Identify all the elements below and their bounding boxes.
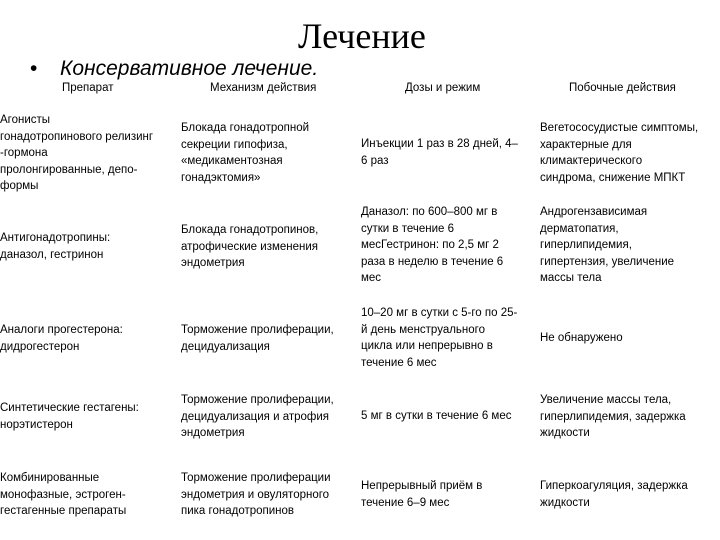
text-line: пика гонадотропинов: [181, 505, 295, 517]
text-line: Блокада гонадотропной: [181, 122, 310, 134]
text-line: жидкости: [540, 496, 590, 509]
text-line: -гормона: [0, 147, 48, 159]
text-line: Торможение пролиферации: [181, 472, 331, 484]
text-line: децидуализация: [181, 340, 270, 353]
text-line: дерматопатия,: [540, 222, 619, 235]
text-line: норэтистерон: [0, 418, 73, 431]
header-drug: Препарат: [62, 82, 114, 94]
text-line: децидуализация и атрофия: [181, 410, 330, 423]
row-1-mechanism: [181, 120, 309, 186]
text-line: Блокада гонадотропинов,: [181, 224, 319, 236]
text-line: течение 6 мес: [361, 356, 437, 369]
text-line: сутки в течение 6: [361, 222, 455, 235]
text-line: даназол, гестринон: [0, 248, 104, 261]
text-line: массы тела: [540, 272, 602, 284]
row-5-side-effects: [540, 478, 688, 511]
text-line: гиперлипидемия, задержка: [540, 410, 686, 423]
text-line: Аналоги прогестерона:: [0, 324, 123, 336]
text-line: Синтетические гестагены:: [0, 402, 139, 414]
row-5-mechanism: [181, 470, 331, 520]
row-4-side-effects: [540, 392, 686, 442]
text-line: гипертензия, увеличение: [540, 255, 675, 268]
row-2-dose: [361, 204, 503, 287]
text-line: эндометрия и овуляторного: [181, 488, 330, 501]
text-line: месГестринон: по 2,5 мг 2: [361, 239, 499, 251]
row-3-drug: [0, 322, 123, 355]
text-line: Торможение пролиферации,: [181, 394, 334, 406]
text-line: раза в неделю в течение 6: [361, 255, 504, 268]
text-line: эндометрия: [181, 257, 245, 269]
header-side-effects: Побочные действия: [569, 82, 676, 94]
row-1-dose: [361, 136, 518, 169]
text-line: гонадотропинового релизинг: [0, 130, 154, 143]
row-5-drug: [0, 470, 126, 520]
text-line: жидкости: [540, 427, 590, 439]
row-1-drug: [0, 112, 153, 195]
subtitle-row: [30, 54, 318, 80]
row-3-dose: [361, 305, 517, 371]
text-line: Непрерывный приём в: [361, 480, 483, 492]
text-line: Андрогензависимая: [540, 206, 648, 218]
text-line: гиперлипидемия,: [540, 239, 632, 251]
row-5-dose: [361, 478, 482, 511]
text-line: 10–20 мг в сутки с 5-го по 25-: [361, 307, 518, 319]
text-line: атрофические изменения: [181, 240, 319, 253]
text-line: «медикаментозная: [181, 155, 283, 167]
text-line: Не обнаружено: [540, 332, 623, 344]
row-2-side-effects: [540, 204, 674, 287]
text-line: секреции гипофиза,: [181, 138, 288, 151]
row-4-dose: [361, 408, 511, 425]
row-1-side-effects: [540, 120, 698, 186]
text-line: Антигонадотропины:: [0, 232, 111, 244]
text-line: Гиперкоагуляция, задержка: [540, 480, 688, 492]
text-line: й день менструального: [361, 323, 486, 336]
text-line: Даназол: по 600–800 мг в: [361, 206, 498, 218]
row-3-side-effects: [540, 330, 623, 347]
bullet-icon: •: [30, 57, 38, 80]
text-line: Вегетососудистые симптомы,: [540, 122, 699, 134]
text-line: дидрогестерон: [0, 340, 80, 353]
row-4-drug: [0, 400, 139, 433]
text-line: климактерического: [540, 155, 643, 167]
header-dose: Дозы и режим: [405, 82, 481, 94]
row-4-mechanism: [181, 392, 334, 442]
row-2-mechanism: [181, 222, 318, 272]
text-line: Торможение пролиферации,: [181, 324, 334, 336]
text-line: синдрома, снижение МПКТ: [540, 171, 686, 184]
text-line: эндометрия: [181, 427, 245, 439]
text-line: формы: [0, 180, 39, 192]
text-line: Увеличение массы тела,: [540, 394, 672, 406]
header-mechanism: Механизм действия: [210, 82, 317, 94]
row-2-drug: [0, 230, 110, 263]
text-line: Комбинированные: [0, 472, 100, 484]
text-line: течение 6–9 мес: [361, 496, 450, 509]
subtitle-text: Консервативное лечение.: [60, 57, 319, 80]
text-line: пролонгированные, депо-: [0, 163, 138, 176]
text-line: Агонисты: [0, 114, 51, 126]
text-line: характерные для: [540, 138, 632, 151]
text-line: гестагенные препараты: [0, 505, 127, 517]
slide-title: Лечение: [298, 16, 426, 56]
text-line: гонадэктомия»: [181, 171, 261, 184]
text-line: Инъекции 1 раз в 28 дней, 4–: [361, 138, 518, 150]
row-3-mechanism: [181, 322, 334, 355]
text-line: 6 раз: [361, 154, 389, 167]
text-line: цикла или непрерывно в: [361, 340, 493, 352]
text-line: 5 мг в сутки в течение 6 мес: [361, 410, 512, 422]
text-line: монофазные, эстроген-: [0, 488, 126, 501]
text-line: мес: [361, 272, 382, 284]
